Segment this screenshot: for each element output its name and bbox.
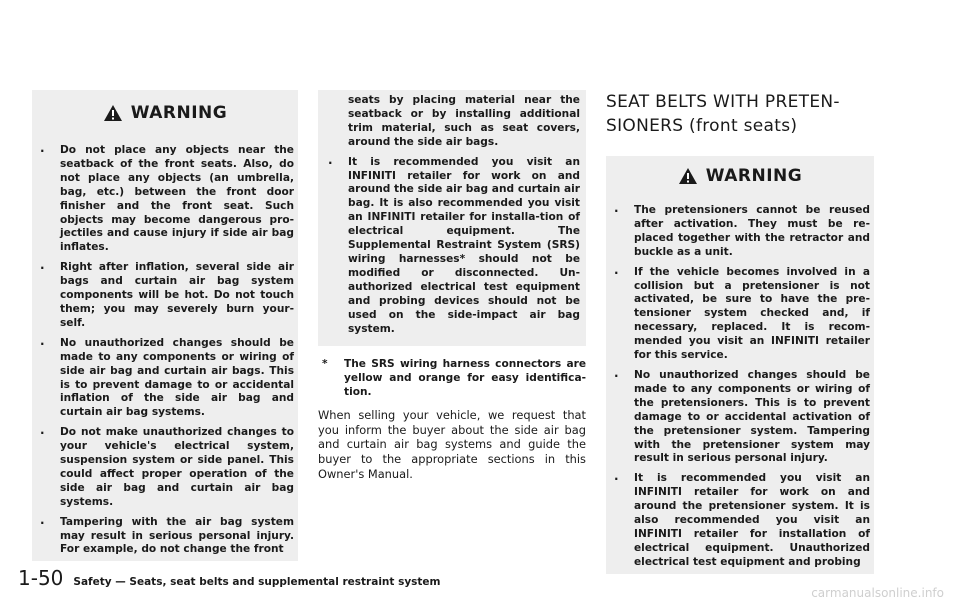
list-item: . It is recommended you visit an INFINITI retailer for work on and around the side air bag and curtain air bag. It is also recommended you visit an INFINITI retailer for installa-tion of electrical equipment. The Supplemental Restraint System (SRS) wiring harnesses* should not be modified or disconnected. Un-authorized electrical test equipment and probing devices should not be used on the side-impact air bag system. (322, 156, 580, 337)
page-number: 1-50 (18, 566, 64, 590)
warning-title: WARNING (130, 103, 228, 123)
warning-triangle-icon (103, 104, 123, 122)
list-item: . No unauthorized changes should be made to any components or wiring of side air bag and curtain air bags. This is to prevent damage to or accidental inflation of the side air bag and curtain air bag systems. (34, 337, 294, 420)
warning-header (32, 90, 298, 136)
list-item: . No unauthorized changes should be made to any components or wiring of the pretensioners. This is to prevent damage to or accidental activation of the pretensioner system. Tampering with the pretensioner system may result in serious personal injury. (608, 369, 870, 466)
warning-list (34, 144, 294, 557)
footnote (318, 358, 586, 400)
warning-body-continued (318, 90, 586, 346)
warning-list (322, 156, 580, 337)
footnote-mark: * (322, 358, 328, 371)
chapter-title: Safety — Seats, seat belts and supplemental restraint system (73, 576, 441, 588)
warning-body (606, 196, 874, 574)
right-column (606, 90, 874, 574)
warning-title: WARNING (705, 166, 803, 186)
body-paragraph: When selling your vehicle, we request that you inform the buyer about the side air bag and curtain air bag systems and guide the buyer to the appropriate sections in this Owner's Manual. (318, 408, 586, 481)
footnote-text: The SRS wiring harness connectors are yellow and orange for easy identifica-tion. (344, 358, 586, 399)
list-item: . The pretensioners cannot be reused after activation. They must be re-placed together with the retractor and buckle as a unit. (608, 204, 870, 260)
list-item: . Do not place any objects near the seatback of the front seats. Also, do not place any objects (an umbrella, bag, etc.) between the front door finisher and the front seat. Such objects may become dangerous pro-jectiles and cause injury if side air bag inflates. (34, 144, 294, 255)
section-title-line: SIONERS (front seats) (606, 116, 798, 136)
list-item: . Do not make unauthorized changes to your vehicle's electrical system, suspension system or side panel. This could affect proper operation of the side air bag and curtain air bag systems. (34, 426, 294, 509)
section-title (606, 90, 874, 138)
continued-text: seats by placing material near the seatback or by installing additional trim material, such as seat covers, around the side air bags. (348, 94, 580, 148)
warning-list (608, 204, 870, 570)
list-item: . If the vehicle becomes involved in a collision but a pretensioner is not activated, be sure to have the pre-tensioner system checked and, if necessary, replaced. It is recom-mended you visit an INFINITI retailer for this service. (608, 266, 870, 363)
page-footer (18, 566, 441, 590)
list-item: . It is recommended you visit an INFINITI retailer for work on and around the pretensioner system. It is also recommended you visit an INFINITI retailer for installation of electrical equipment. Unauthorized electrical test equipment and probing (608, 472, 870, 569)
watermark: carmanualsonline.info (811, 586, 944, 600)
warning-body (32, 136, 298, 561)
middle-column (318, 90, 586, 481)
list-item: . Right after inflation, several side air bags and curtain air bag system components will be hot. Do not touch them; you may severely burn your-self. (34, 261, 294, 331)
left-column (32, 90, 298, 561)
warning-triangle-icon (678, 167, 698, 185)
section-title-line: SEAT BELTS WITH PRETEN- (606, 92, 840, 112)
warning-header (606, 156, 874, 196)
list-item: . Tampering with the air bag system may result in serious personal injury. For example, do not change the front (34, 516, 294, 558)
